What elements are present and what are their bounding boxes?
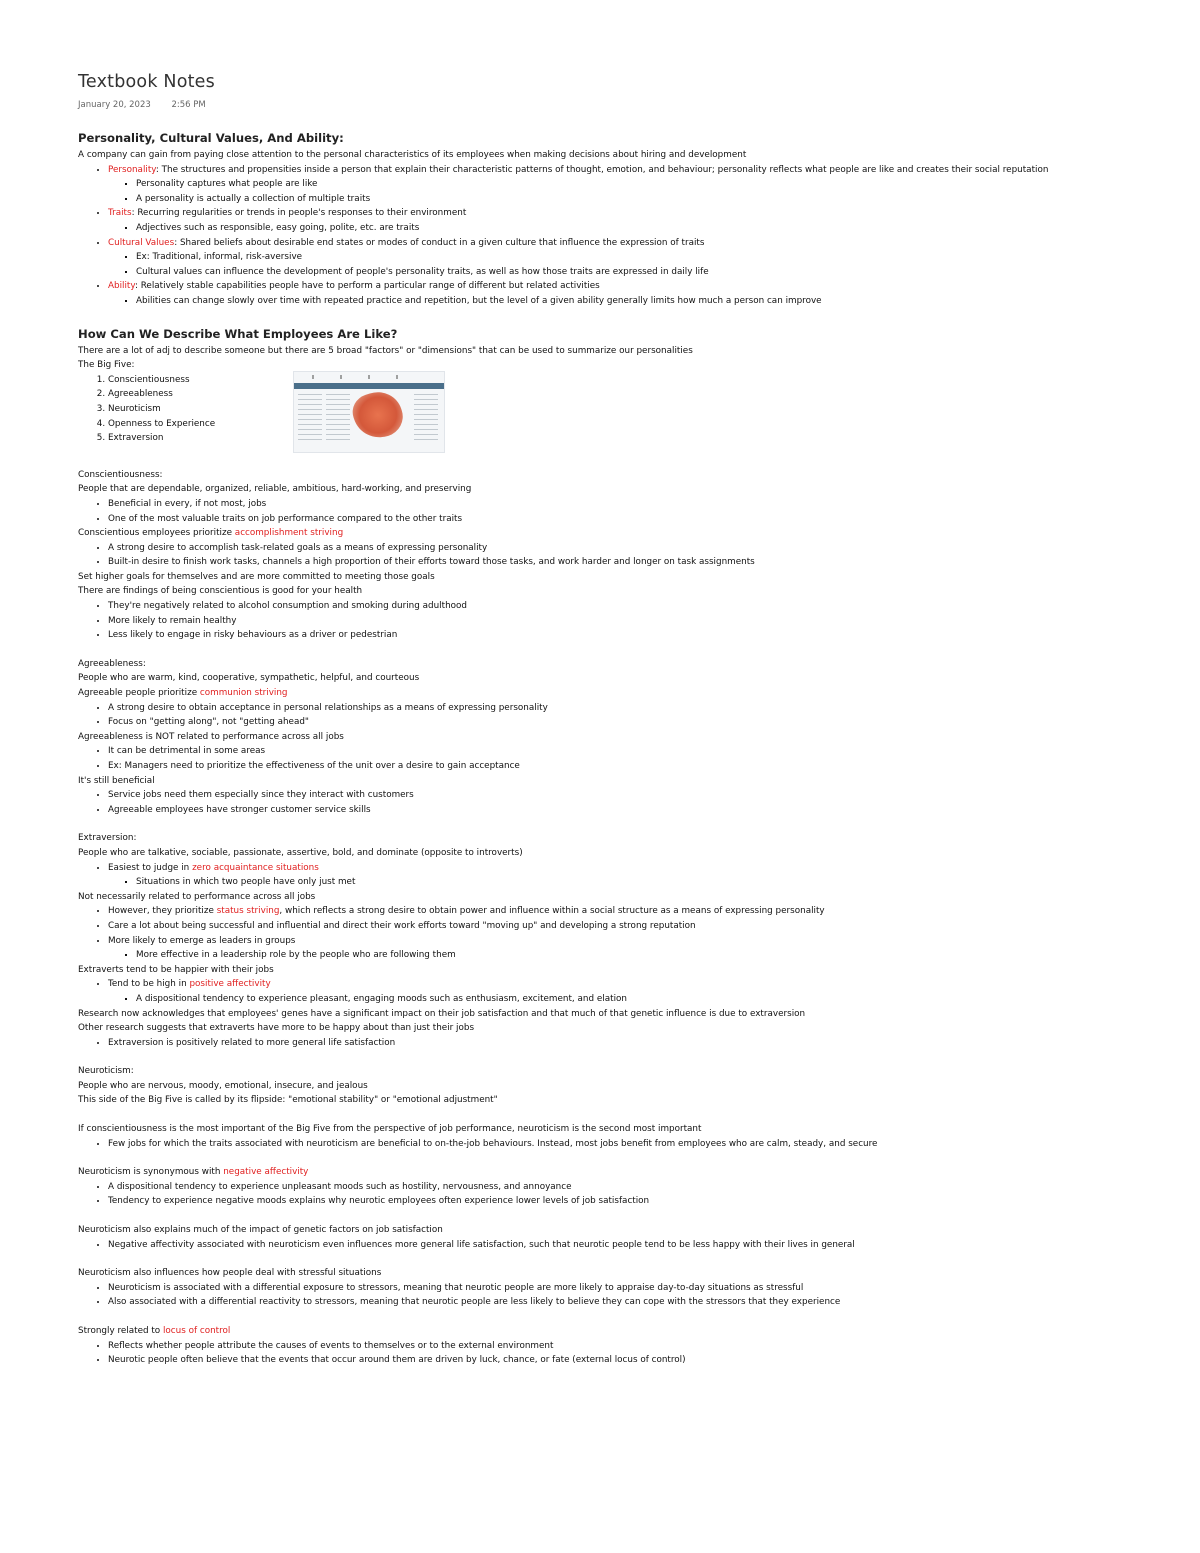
figure-graphic — [348, 385, 408, 444]
def-text: : Recurring regularities or trends in people's responses to their environment — [131, 208, 467, 219]
list-item: • Neuroticism is associated with a differential exposure to stressors, meaning that neurotic people are more likely to appraise day-to-day situations as stressful — [108, 1281, 1168, 1296]
text-line: Neuroticism also influences how people deal with stressful situations — [78, 1268, 382, 1279]
text-line: People who are talkative, sociable, passionate, assertive, bold, and dominate (opposite to introverts) — [78, 847, 523, 858]
figure-header-bar — [294, 383, 444, 389]
sub-list — [108, 875, 1168, 890]
term-traits: Traits — [108, 208, 132, 219]
bullet-list — [78, 497, 1168, 526]
list-item — [108, 279, 1168, 308]
list-item: • It can be detrimental in some areas — [108, 744, 1168, 759]
label-agreeableness: Agreeableness: — [78, 658, 146, 669]
list-item: ▪ Ex: Traditional, informal, risk-aversive — [136, 250, 1168, 265]
text-line: This side of the Big Five is called by its flipside: "emotional stability" or "emotional adjustment" — [78, 1095, 498, 1106]
s2-line: The Big Five: — [78, 360, 135, 371]
text-line — [78, 1165, 1168, 1180]
bullet-list — [78, 1238, 1168, 1253]
bullet-list — [78, 1180, 1168, 1209]
list-item: • Focus on "getting along", not "getting ahead" — [108, 715, 1168, 730]
figure-header-marks — [312, 375, 422, 379]
text-line: People who are nervous, moody, emotional, insecure, and jealous — [78, 1080, 368, 1091]
list-item: • Neurotic people often believe that the events that occur around them are driven by luck, chance, or fate (external locus of control) — [108, 1353, 1168, 1368]
text-line: People that are dependable, organized, reliable, ambitious, hard-working, and preserving — [78, 484, 472, 495]
def-text: : The structures and propensities inside a person that explain their characteristic patterns of thought, emotion, and behaviour; personality reflects what people are like and creates their social reputation — [155, 164, 1049, 175]
list-item: • A dispositional tendency to experience unpleasant moods such as hostility, nervousness, and annoyance — [108, 1180, 1168, 1195]
text-line — [78, 686, 1168, 701]
text-line: People who are warm, kind, cooperative, sympathetic, helpful, and courteous — [78, 673, 420, 684]
page-meta — [78, 100, 1168, 110]
term-ability: Ability — [108, 281, 135, 292]
bullet-list — [78, 1137, 1168, 1152]
sub-list — [108, 177, 1168, 206]
list-item: ▪ A dispositional tendency to experience pleasant, engaging moods such as enthusiasm, excitement, and elation — [136, 992, 1168, 1007]
list-item: ▪ Abilities can change slowly over time with repeated practice and repetition, but the level of a given ability generally limits how much a person can improve — [136, 294, 1168, 309]
term-locus-of-control: locus of control — [162, 1326, 231, 1336]
text-span: Easiest to judge in — [108, 862, 193, 873]
term-negative-affectivity: negative affectivity — [223, 1167, 309, 1178]
term-cultural-values: Cultural Values — [108, 237, 175, 248]
figure-column — [298, 394, 322, 444]
section-heading-describe: How Can We Describe What Employees Are Like? — [78, 326, 398, 341]
figure-column — [326, 394, 350, 444]
list-item: • Built-in desire to finish work tasks, channels a high proportion of their efforts toward those tasks, and work harder and longer on task assignments — [108, 555, 1168, 570]
list-item: • Reflects whether people attribute the causes of events to themselves or to the external environment — [108, 1339, 1168, 1354]
text-span: Tend to be high in — [108, 979, 190, 990]
list-item — [108, 236, 1168, 280]
text-span: Strongly related to — [78, 1326, 163, 1336]
bullet-list — [78, 541, 1168, 570]
figure-column — [414, 394, 438, 444]
list-item: • Negative affectivity associated with neuroticism even influences more general life satisfaction, such that neurotic people tend to be less happy with their lives in general — [108, 1238, 1168, 1253]
text-span: Agreeable people prioritize — [78, 688, 200, 699]
list-item: 3. Neuroticism — [108, 402, 1168, 417]
list-item: ▪ Cultural values can influence the development of people's personality traits, as well as how those traits are expressed in daily life — [136, 265, 1168, 280]
bullet-list — [78, 744, 1168, 773]
list-item: • Care a lot about being successful and influential and direct their work efforts toward "moving up" and developing a strong reputation — [108, 919, 1168, 934]
text-line: There are findings of being conscientious is good for your health — [78, 586, 363, 597]
sub-list — [108, 992, 1168, 1007]
list-item — [108, 163, 1168, 207]
term-accomplishment-striving: accomplishment striving — [234, 528, 344, 539]
list-item — [108, 904, 1168, 919]
list-item: • They're negatively related to alcohol consumption and smoking during adulthood — [108, 599, 1168, 614]
term-communion-striving: communion striving — [199, 688, 288, 699]
list-item — [108, 977, 1168, 1006]
term-zero-acquaintance: zero acquaintance situations — [192, 862, 319, 873]
s2-line: There are a lot of adj to describe someone but there are 5 broad "factors" or "dimensions" that can be used to summarize our personalities — [78, 345, 693, 356]
term-status-striving: status striving — [216, 906, 280, 917]
label-extraversion: Extraversion: — [78, 833, 137, 844]
list-item: ▪ Personality captures what people are like — [136, 177, 1168, 192]
bullet-list — [78, 1281, 1168, 1310]
list-item: • Service jobs need them especially since they interact with customers — [108, 788, 1168, 803]
text-span: However, they prioritize — [108, 906, 217, 917]
list-item: ▪ More effective in a leadership role by the people who are following them — [136, 948, 1168, 963]
text-line — [78, 526, 1168, 541]
term-positive-affectivity: positive affectivity — [189, 979, 271, 990]
list-item: ▪ Situations in which two people have only just met — [136, 875, 1168, 890]
text-span: More likely to emerge as leaders in groups — [108, 935, 296, 946]
list-item: • More likely to remain healthy — [108, 614, 1168, 629]
notes-page — [78, 72, 1168, 1368]
text-line: Extraverts tend to be happier with their jobs — [78, 964, 274, 975]
text-span: Conscientious employees prioritize — [78, 528, 235, 539]
text-line: Not necessarily related to performance across all jobs — [78, 891, 316, 902]
list-item: 4. Openness to Experience — [108, 417, 1168, 432]
term-personality: Personality — [108, 164, 156, 175]
bullet-list — [78, 788, 1168, 817]
list-item: • Ex: Managers need to prioritize the effectiveness of the unit over a desire to gain acceptance — [108, 759, 1168, 774]
list-item: 5. Extraversion — [108, 431, 1168, 446]
text-line: Set higher goals for themselves and are more committed to meeting those goals — [78, 571, 435, 582]
text-line: Agreeableness is NOT related to performance across all jobs — [78, 731, 344, 742]
section-heading-personality: Personality, Cultural Values, And Ability: — [78, 131, 344, 145]
sub-list — [108, 948, 1168, 963]
list-item: • Less likely to engage in risky behaviours as a driver or pedestrian — [108, 628, 1168, 643]
sub-list — [108, 221, 1168, 236]
list-item: • Also associated with a differential reactivity to stressors, meaning that neurotic people are less likely to believe they can cope with the stressors that they experience — [108, 1295, 1168, 1310]
text-span: , which reflects a strong desire to obtain power and influence within a social structure as a means of expressing personality — [279, 906, 825, 917]
bullet-list — [78, 1036, 1168, 1051]
text-line: Research now acknowledges that employees' genes have a significant impact on their job satisfaction and that much of that genetic influence is due to extraversion — [78, 1008, 806, 1019]
list-item: • A strong desire to accomplish task-related goals as a means of expressing personality — [108, 541, 1168, 556]
list-item: • Few jobs for which the traits associated with neuroticism are beneficial to on-the-job behaviours. Instead, most jobs benefit from employees who are calm, steady, and secure — [108, 1137, 1168, 1152]
sub-list — [108, 250, 1168, 279]
def-text: : Relatively stable capabilities people have to perform a particular range of different but related activities — [134, 281, 600, 292]
bullet-list — [78, 701, 1168, 730]
list-item: ▪ A personality is actually a collection of multiple traits — [136, 192, 1168, 207]
text-line: Other research suggests that extraverts have more to be happy about than just their jobs — [78, 1023, 475, 1034]
big-five-figure-image — [293, 371, 445, 453]
text-span: Neuroticism is synonymous with — [78, 1167, 224, 1178]
list-item: ▪ Adjectives such as responsible, easy going, polite, etc. are traits — [136, 221, 1168, 236]
list-item: • One of the most valuable traits on job performance compared to the other traits — [108, 512, 1168, 527]
def-text: : Shared beliefs about desirable end states or modes of conduct in a given culture that influence the expression of traits — [174, 237, 705, 248]
text-line: It's still beneficial — [78, 775, 155, 786]
label-conscientiousness: Conscientiousness: — [78, 469, 163, 480]
page-date: January 20, 2023 — [78, 100, 151, 110]
list-item — [108, 206, 1168, 235]
list-item: • Beneficial in every, if not most, jobs — [108, 497, 1168, 512]
s1-intro: A company can gain from paying close attention to the personal characteristics of its employees when making decisions about hiring and development — [78, 150, 747, 160]
s1-list — [78, 163, 1168, 309]
list-item: • A strong desire to obtain acceptance in personal relationships as a means of expressing personality — [108, 701, 1168, 716]
page-title: Textbook Notes — [78, 72, 215, 92]
list-item — [108, 861, 1168, 890]
sub-list — [108, 294, 1168, 309]
text-line — [78, 1324, 1168, 1339]
list-item: • Agreeable employees have stronger customer service skills — [108, 803, 1168, 818]
list-item: • Tendency to experience negative moods explains why neurotic employees often experience lower levels of job satisfaction — [108, 1194, 1168, 1209]
list-item — [108, 934, 1168, 963]
bullet-list — [78, 861, 1168, 890]
bullet-list — [78, 904, 1168, 962]
text-line: If conscientiousness is the most important of the Big Five from the perspective of job performance, neuroticism is the second most important — [78, 1124, 702, 1135]
list-item: • Extraversion is positively related to more general life satisfaction — [108, 1036, 1168, 1051]
page-time: 2:56 PM — [171, 100, 206, 110]
bullet-list — [78, 599, 1168, 643]
list-item: 2. Agreeableness — [108, 387, 1168, 402]
list-item: 1. Conscientiousness — [108, 373, 1168, 388]
text-line: Neuroticism also explains much of the impact of genetic factors on job satisfaction — [78, 1225, 443, 1236]
big-five-list — [78, 373, 1168, 446]
big-five-block — [78, 373, 1168, 448]
bullet-list — [78, 1339, 1168, 1368]
label-neuroticism: Neuroticism: — [78, 1066, 134, 1077]
bullet-list — [78, 977, 1168, 1006]
